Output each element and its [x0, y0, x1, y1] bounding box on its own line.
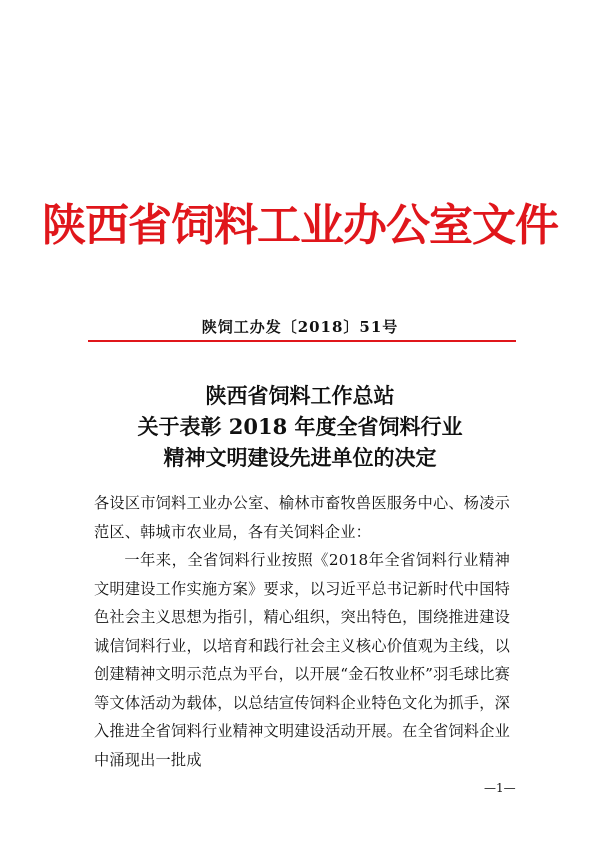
document-title: [0, 380, 600, 473]
title-line: 陕西省饲料工作总站: [205, 383, 395, 408]
body-paragraph: 一年来，全省饲料行业按照《2018年全省饲料行业精神文明建设工作实施方案》要求，以习近平总书记新时代中国特色社会主义思想为指引，精心组织，突出特色，围绕推进建设诚信饲料行业，以培育和践行社会主义核心价值观为主线，以创建精神文明示范点为平台，以开展“金石牧业杯”羽毛球比赛等文体活动为载体，以总结宣传饲料企业特色文化为抓手，深入推进全省饲料行业精神文明建设活动开展。在全省饲料企业中涌现出一批成: [94, 551, 511, 769]
document-body: [94, 489, 510, 774]
title-line: 精神文明建设先进单位的决定: [163, 445, 437, 470]
recipients-paragraph: 各设区市饲料工业办公室、榆林市畜牧兽医服务中心、杨凌示范区、韩城市农业局，各有关饲料企业：: [94, 494, 510, 541]
page-number: —1—: [484, 781, 516, 795]
document-number: 陕饲工办发〔2018〕51号: [201, 318, 399, 336]
header-divider: [88, 340, 516, 342]
document-header-title: 陕西省饲料工业办公室文件: [42, 200, 558, 251]
title-line: 关于表彰 2018 年度全省饲料行业: [137, 414, 463, 439]
